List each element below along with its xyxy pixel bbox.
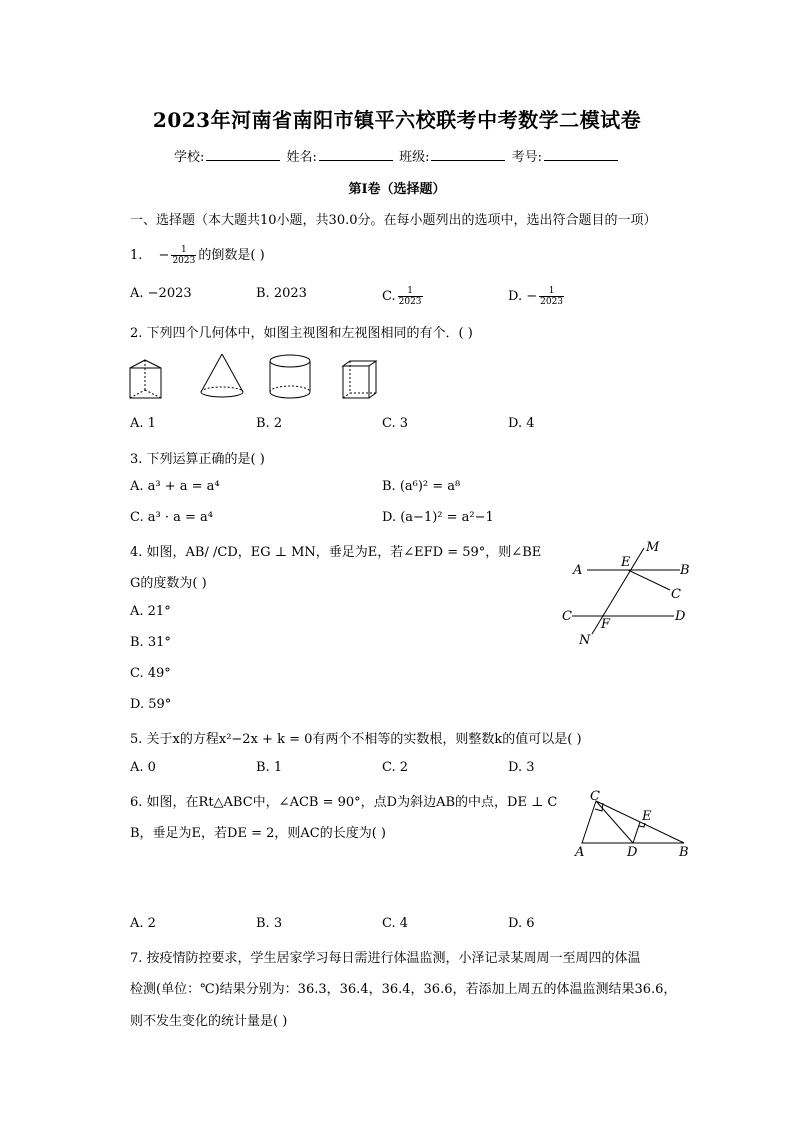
svg-text:D: D [675,609,686,624]
option-d: D. 3 [508,760,535,775]
option-a: A. 21° [130,604,171,619]
option-c: C. 49° [130,666,171,681]
option-b: B. 3 [256,916,283,931]
part-title: 第I卷（选择题） [348,182,446,197]
right-triangle-figure [570,788,696,864]
option-b: B. 2023 [256,286,307,301]
option-b: B. (a⁶)² = a⁸ [382,479,461,494]
option-d: D. 6 [508,916,535,931]
svg-text:M: M [646,540,660,555]
option-c: C. 3 [382,416,409,431]
svg-text:D: D [627,845,638,860]
question-1: 1. − $\frac{1}{2023}$ 的倒数是( ) [130,245,265,266]
option-a: A. 1 [130,416,156,431]
svg-text:C: C [562,609,572,624]
option-a: A. 2 [130,916,156,931]
student-info [0,146,794,165]
svg-text:E: E [642,809,652,824]
option-b: B. 1 [256,760,283,775]
question-3: 3. 下列运算正确的是( ) [130,452,265,467]
option-a: A. a³ + a = a⁴ [130,479,220,494]
question-4: 4. 如图，AB/ /CD，EG ⊥ MN，垂足为E，若∠EFD = 59°，则∠BE [130,545,542,560]
option-a: A. −2023 [130,286,192,301]
class-blank [431,148,505,161]
svg-text:E: E [621,555,631,570]
question-5: 5. 关于x的方程x²−2x + k = 0有两个不相等的实数根，则整数k的值可以是( ) [130,732,582,747]
question-6-cont: B，垂足为E，若DE = 2，则AC的长度为( ) [130,826,386,841]
option-d: D. 4 [508,416,535,431]
svg-text:F: F [601,617,611,632]
school-label: 学校: [174,150,205,165]
school-blank [206,148,280,161]
exam-no-label: 考号: [511,150,542,165]
name-blank [319,148,393,161]
page-title: 2023年河南省南阳市镇平六校联考中考数学二模试卷 [152,108,642,132]
option-d: D. 59° [130,697,172,712]
name-label: 姓名: [286,150,317,165]
exam-no-blank [544,148,618,161]
option-c: C. 4 [382,916,409,931]
class-label: 班级: [399,150,430,165]
question-4-cont: G的度数为( ) [130,576,207,591]
fraction: $\frac{1}{2023}$ [172,245,196,266]
svg-text:A: A [575,845,585,860]
question-2: 2. 下列四个几何体中，如图主视图和左视图相同的有个．( ) [130,326,473,341]
svg-text:B: B [680,563,690,578]
question-6: 6. 如图，在Rt△ABC中，∠ACB = 90°，点D为斜边AB的中点，DE ⊥ C [130,795,558,810]
option-d: D. (a−1)² = a²−1 [382,510,494,525]
solids-figure [125,352,385,402]
option-c: C. a³ · a = a⁴ [130,510,213,525]
parallel-lines-figure [560,536,700,648]
option-a: A. 0 [130,760,156,775]
option-c: C. 2 [382,760,409,775]
question-7: 7. 按疫情防控要求，学生居家学习每日需进行体温监测，小泽记录某周周一至周四的体温 [130,951,641,966]
svg-text:A: A [573,563,583,578]
question-7-cont: 检测(单位：℃)结果分别为：36.3，36.4，36.4，36.6，若添加上周五的体温监测结果36.6， [130,982,677,997]
option-d: D. − $\frac{1}{2023}$ [508,286,564,307]
svg-text:C: C [671,587,681,602]
svg-text:N: N [579,633,591,648]
svg-text:B: B [679,845,689,860]
option-b: B. 2 [256,416,283,431]
option-b: B. 31° [130,635,171,650]
svg-text:C: C [590,789,600,804]
question-7-cont2: 则不发生变化的统计量是( ) [130,1014,288,1029]
section-heading: 一、选择题（本大题共10小题，共30.0分。在每小题列出的选项中，选出符合题目的一项） [130,213,657,228]
option-c: C. $\frac{1}{2023}$ [382,286,422,307]
